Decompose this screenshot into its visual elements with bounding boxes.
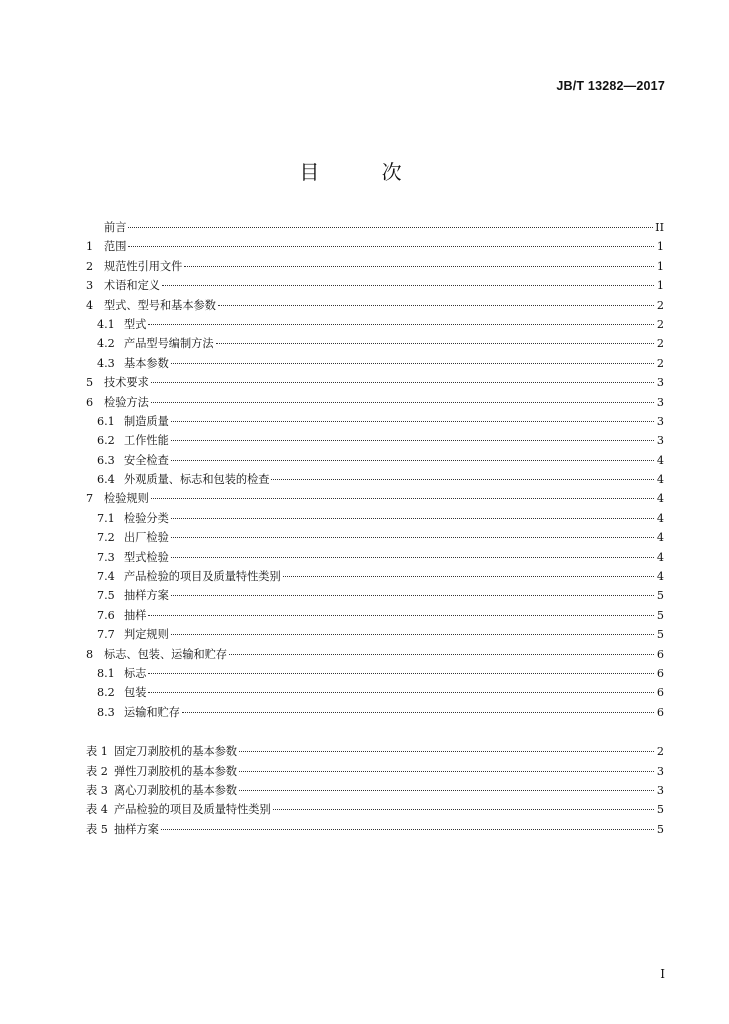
toc-entry-title: 包装 xyxy=(124,686,147,700)
toc-entry-number: 7.3 xyxy=(97,550,115,564)
toc-entry-title: 出厂检验 xyxy=(124,531,169,545)
toc-entry-title: 型式检验 xyxy=(124,550,169,564)
toc-entry-number: 8 xyxy=(86,647,94,661)
toc-entry-title: 抽样方案 xyxy=(114,822,159,836)
toc-entry-page: 6 xyxy=(656,686,664,700)
toc-entry[interactable] xyxy=(86,258,664,277)
toc-entry-page: 1 xyxy=(656,240,664,254)
toc-entry-page: 6 xyxy=(656,705,664,719)
toc-entry-number: 4.1 xyxy=(97,317,115,331)
toc-entry-number: 6.2 xyxy=(97,434,115,448)
toc-entry[interactable] xyxy=(86,432,664,451)
toc-entry-page: 3 xyxy=(656,434,664,448)
toc-separator xyxy=(86,723,664,743)
toc-entry-number: 表 4 xyxy=(86,803,108,817)
toc-entry-page: 2 xyxy=(656,745,664,759)
toc-leader-dots xyxy=(148,324,654,325)
toc-leader-dots xyxy=(161,829,654,830)
toc-entry-title: 检验方法 xyxy=(104,395,149,409)
toc-entry-page: 3 xyxy=(656,395,664,409)
toc-entry-number: 7.1 xyxy=(97,511,115,525)
toc-leader-dots xyxy=(171,518,654,519)
toc-leader-dots xyxy=(151,382,654,383)
toc-entry[interactable] xyxy=(86,626,664,645)
toc-entry-page: 5 xyxy=(656,608,664,622)
toc-entry-page: 6 xyxy=(656,666,664,680)
toc-leader-dots xyxy=(283,576,654,577)
toc-entry-number: 8.3 xyxy=(97,705,115,719)
toc-leader-dots xyxy=(171,460,654,461)
table-list-entry[interactable] xyxy=(86,763,664,782)
toc-entry-title: 抽样方案 xyxy=(124,589,169,603)
toc-entry-page: 4 xyxy=(656,511,664,525)
table-list-entry[interactable] xyxy=(86,801,664,820)
toc-entry-page: 5 xyxy=(656,822,664,836)
toc-leader-dots xyxy=(216,343,654,344)
toc-leader-dots xyxy=(171,634,654,635)
toc-entry-title: 前言 xyxy=(104,221,127,234)
toc-entry[interactable] xyxy=(86,277,664,296)
toc-leader-dots xyxy=(271,479,654,480)
toc-entry-page: 5 xyxy=(656,589,664,603)
toc-entry-number: 表 2 xyxy=(86,764,108,778)
table-list-entry[interactable] xyxy=(86,821,664,840)
toc-leader-dots xyxy=(162,285,654,286)
toc-entry-title: 安全检查 xyxy=(124,453,169,467)
toc-entry-title: 产品型号编制方法 xyxy=(124,337,214,351)
toc-entry-page: 5 xyxy=(656,803,664,817)
toc-leader-dots xyxy=(171,537,654,538)
toc-entry-page: 4 xyxy=(656,473,664,487)
toc-entry-page: 4 xyxy=(656,550,664,564)
toc-entry-number: 6.4 xyxy=(97,473,115,487)
toc-entry-page: 1 xyxy=(656,259,664,273)
toc-entry-title: 型式 xyxy=(124,317,147,331)
toc-entry-title: 基本参数 xyxy=(124,356,169,370)
table-list-entry[interactable] xyxy=(86,743,664,762)
table-list-entry[interactable] xyxy=(86,782,664,801)
toc-entry-number: 8.1 xyxy=(97,666,115,680)
toc-entry-page: 4 xyxy=(656,492,664,506)
toc-entry-number: 6.1 xyxy=(97,414,115,428)
toc-entry-number: 2 xyxy=(86,259,94,273)
toc-entry-title: 弹性刀剥胶机的基本参数 xyxy=(114,764,238,778)
toc-entry-number: 7 xyxy=(86,492,94,506)
toc-leader-dots xyxy=(171,595,654,596)
toc-entry-page: 4 xyxy=(656,570,664,584)
toc-entry-title: 技术要求 xyxy=(104,376,149,390)
toc-entry-page: 4 xyxy=(656,531,664,545)
table-of-contents xyxy=(86,219,664,840)
toc-entry-number: 6 xyxy=(86,395,94,409)
toc-entry-number: 4.2 xyxy=(97,337,115,351)
toc-entry-page: 3 xyxy=(656,376,664,390)
toc-entry-page: 5 xyxy=(656,628,664,642)
toc-entry-number: 1 xyxy=(86,240,94,254)
toc-entry-page: 2 xyxy=(656,356,664,370)
toc-entry[interactable] xyxy=(86,587,664,606)
toc-entry[interactable] xyxy=(86,549,664,568)
toc-entry[interactable] xyxy=(86,335,664,354)
toc-entry[interactable] xyxy=(86,452,664,471)
toc-entry-page: 3 xyxy=(656,414,664,428)
toc-entry[interactable] xyxy=(86,413,664,432)
toc-entry-title: 外观质量、标志和包装的检查 xyxy=(124,473,270,487)
toc-entry-title: 检验分类 xyxy=(124,511,169,525)
toc-entry-title: 工作性能 xyxy=(124,434,169,448)
toc-entry-page: 3 xyxy=(656,783,664,797)
toc-entry-page: 2 xyxy=(656,317,664,331)
toc-entry[interactable] xyxy=(86,490,664,509)
toc-entry[interactable] xyxy=(86,704,664,723)
toc-leader-dots xyxy=(148,673,654,674)
toc-entry-title: 固定刀剥胶机的基本参数 xyxy=(114,745,238,759)
toc-entry[interactable] xyxy=(86,471,664,490)
toc-entry-title: 标志、包装、运输和贮存 xyxy=(104,647,228,661)
toc-entry[interactable] xyxy=(86,238,664,257)
toc-leader-dots xyxy=(239,751,654,752)
toc-leader-dots xyxy=(171,557,654,558)
toc-entry[interactable] xyxy=(86,529,664,548)
toc-entry[interactable] xyxy=(86,219,664,238)
toc-entry-number: 7.6 xyxy=(97,608,115,622)
toc-leader-dots xyxy=(128,227,653,228)
toc-entry[interactable] xyxy=(86,374,664,393)
toc-entry-number: 7.5 xyxy=(97,589,115,603)
toc-entry-page: 1 xyxy=(656,279,664,293)
standard-code: JB/T 13282—2017 xyxy=(556,79,665,93)
toc-leader-dots xyxy=(218,305,654,306)
toc-entry-number: 4.3 xyxy=(97,356,115,370)
toc-entry[interactable] xyxy=(86,684,664,703)
toc-entries xyxy=(86,219,664,723)
toc-entry-number: 8.2 xyxy=(97,686,115,700)
toc-leader-dots xyxy=(171,421,654,422)
toc-entry[interactable] xyxy=(86,355,664,374)
toc-entry[interactable] xyxy=(86,510,664,529)
toc-entry-number: 4 xyxy=(86,298,94,312)
toc-leader-dots xyxy=(171,440,654,441)
toc-leader-dots xyxy=(229,654,654,655)
toc-leader-dots xyxy=(273,809,654,810)
table-list-entries xyxy=(86,743,664,840)
toc-entry[interactable] xyxy=(86,665,664,684)
toc-entry-number: 5 xyxy=(86,376,94,390)
toc-leader-dots xyxy=(239,771,654,772)
toc-leader-dots xyxy=(148,615,654,616)
toc-entry-page: 2 xyxy=(656,298,664,312)
toc-leader-dots xyxy=(128,246,654,247)
toc-entry-number: 7.4 xyxy=(97,570,115,584)
toc-leader-dots xyxy=(239,790,654,791)
toc-entry[interactable] xyxy=(86,297,664,316)
toc-entry-title: 抽样 xyxy=(124,608,147,622)
toc-entry-title: 检验规则 xyxy=(104,492,149,506)
toc-entry-number: 表 3 xyxy=(86,783,108,797)
toc-entry-number: 7.2 xyxy=(97,531,115,545)
toc-entry-page: 2 xyxy=(656,337,664,351)
toc-entry-page: 6 xyxy=(656,647,664,661)
toc-entry[interactable] xyxy=(86,646,664,665)
toc-entry-number: 7.7 xyxy=(97,628,115,642)
toc-entry-number: 表 5 xyxy=(86,822,108,836)
toc-entry-title: 制造质量 xyxy=(124,414,169,428)
toc-entry-title: 运输和贮存 xyxy=(124,705,180,719)
toc-entry-title: 型式、型号和基本参数 xyxy=(104,298,216,312)
page-title: 目 次 xyxy=(299,160,430,184)
toc-leader-dots xyxy=(182,712,654,713)
toc-leader-dots xyxy=(148,692,654,693)
toc-leader-dots xyxy=(171,363,654,364)
toc-entry-page: 4 xyxy=(656,453,664,467)
toc-entry-number: 3 xyxy=(86,279,94,293)
toc-entry-title: 规范性引用文件 xyxy=(104,259,183,273)
toc-entry-title: 产品检验的项目及质量特性类别 xyxy=(114,803,271,817)
toc-entry-title: 产品检验的项目及质量特性类别 xyxy=(124,570,281,584)
toc-entry-title: 术语和定义 xyxy=(104,279,160,293)
toc-entry[interactable] xyxy=(86,568,664,587)
toc-entry[interactable] xyxy=(86,607,664,626)
toc-entry-page: 3 xyxy=(656,764,664,778)
page-number: I xyxy=(660,967,665,981)
toc-entry[interactable] xyxy=(86,316,664,335)
toc-leader-dots xyxy=(151,402,654,403)
toc-entry-title: 判定规则 xyxy=(124,628,169,642)
toc-entry-number: 6.3 xyxy=(97,453,115,467)
toc-entry-title: 范围 xyxy=(104,240,127,254)
toc-entry-page: II xyxy=(655,221,664,234)
toc-leader-dots xyxy=(184,266,654,267)
toc-entry-number: 表 1 xyxy=(86,745,108,759)
toc-leader-dots xyxy=(151,498,654,499)
toc-entry-title: 标志 xyxy=(124,666,147,680)
toc-entry-title: 离心刀剥胶机的基本参数 xyxy=(114,783,238,797)
toc-entry[interactable] xyxy=(86,394,664,413)
